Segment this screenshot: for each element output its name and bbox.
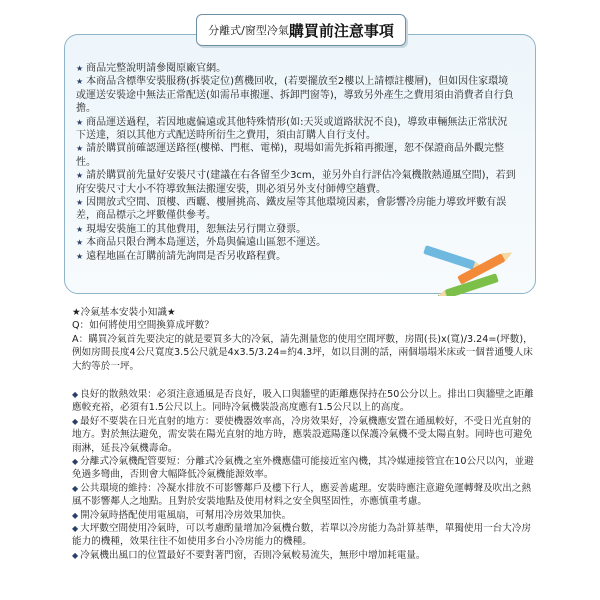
list-item: ★ 因開放式空間、頂樓、西曬、樓層挑高、鐵皮屋等其他環境因素，會影響冷房能力導致坪數有誤差，商品標示之坪數僅供參考。	[76, 197, 507, 222]
list-item: ◆ 公共環境的維持：冷凝水排放不可影響鄰戶及樓下行人，應妥善處理。安裝時應注意避免運轉聲及吹出之熱風不影響鄰人之地點。且對於安裝地點及使用材料之安全與堅固性，亦應慎重考慮。	[72, 482, 532, 508]
knowledge-heading: ★冷氣基本安裝小知識★	[72, 307, 176, 318]
diamond-icon: ◆	[72, 416, 79, 426]
list-item: ★ 商品運送過程，若因地處偏遠或其他特殊情形(如:天災或道路狀況不良)，導致車輛無法正常狀況下送達，須以其他方式配送時所衍生之費用，須由訂購人自行支付。	[76, 116, 508, 142]
diamond-icon: ◆	[72, 510, 79, 520]
crayons-icon	[412, 232, 522, 296]
knowledge-answer: A：購買冷氣首先要決定的就是要買多大的冷氣，請先測量您的使用空間坪數，房間(長)x(寬)/3.24=(坪數)，例如房間長度4公尺寬度3.5公尺就是4x3.5/3.24=約4.3坪，如以目測的話，兩個塌塌米床或一個普通雙人床大約等於一坪。	[72, 333, 533, 372]
title-prefix: 分離式/窗型冷氣	[208, 24, 289, 37]
list-item: ★ 商品完整說明請參閱原廠官網。	[76, 63, 227, 74]
knowledge-question: Q：如何將使用空間換算成坪數？	[72, 320, 214, 332]
star-icon: ★	[76, 77, 84, 87]
star-icon: ★	[76, 198, 84, 208]
star-icon: ★	[76, 64, 84, 73]
list-item: ◆ 開冷氣時搭配使用電風扇，可幫用冷房效果加快。	[72, 509, 292, 521]
list-item: ★ 請於購買前先量好安裝尺寸(建議在右各留至少3cm，並另外自行評估冷氣機散熱通風空間)，若到府安裝尺寸大小不符導致無法搬運安裝，則必須另外支付師傅空趟費。	[76, 170, 516, 195]
star-icon: ★	[76, 117, 84, 127]
star-icon: ★	[76, 238, 84, 248]
star-icon: ★	[76, 251, 84, 261]
list-item: ◆ 最好不要裝在日光直射的地方：要使機器效率高，冷房效果好，冷氣機應安置在通風較好，不受日光直射的地方。對於無法避免，需安裝在陽光直射的地方時，應裝設遮陽蓬以保護冷氣機不受太陽直射。同時也可避免雨淋，延長冷氣機壽命。	[72, 415, 533, 454]
diamond-icon: ◆	[72, 524, 79, 534]
list-item: ★ 遠程地區在訂購前請先詢問是否另收路程費。	[76, 250, 287, 262]
tips-section	[72, 388, 540, 562]
star-icon: ★	[76, 224, 84, 234]
list-item: ◆ 良好的散熱效果：必須注意通風是否良好，吸入口與牆壁的距離應保持在50公分以上。排出口與牆壁之距離應較充裕，必須有1.5公尺以上。同時冷氣機裝設高度應有1.5公尺以上的高度。	[72, 389, 534, 414]
list-item: ◆ 大坪數空間使用冷氣時，可以考慮酌量增加冷氣機台數，若單以冷房能力為計算基準，單獨使用一台大冷房能力的機種，效果往往不如使用多台小冷房能力的機種。	[72, 523, 532, 548]
star-icon: ★	[76, 144, 84, 154]
diamond-icon: ◆	[72, 483, 79, 493]
knowledge-section	[72, 306, 540, 373]
star-icon: ★	[76, 171, 84, 181]
list-item: ★ 本商品只限台灣本島運送，外島與偏遠山區恕不運送。	[76, 237, 327, 249]
page-title	[196, 14, 406, 46]
title-main: 購買前注意事項	[288, 21, 394, 40]
diamond-icon: ◆	[72, 390, 79, 399]
list-item: ★ 本商品含標準安裝服務(拆裝定位)舊機回收，(若要擺放至2樓以上請標註樓層)，但如因住家環境或運送安裝途中無法正常配送(如需吊車搬運、拆卸門窗等)，導致另外產生之費用須由消費者自行負擔。	[76, 76, 514, 115]
list-item: ◆ 冷氣機出風口的位置最好不要對著門窗，否則冷氣較易流失，無形中增加耗電量。	[72, 549, 426, 561]
list-item: ◆ 分離式冷氣機配管要短：分離式冷氣機之室外機應儘可能接近室內機，其冷媒連接管宜在10公尺以內，並避免過多彎曲，否則會大幅降低冷氣機能源效率。	[72, 456, 534, 481]
list-item: ★ 請於購買前確認運送路徑(樓梯、門框、電梯)，現場如需先拆箱再搬運，恕不保證商品外觀完整性。	[76, 143, 504, 168]
list-item: ★ 現場安裝施工的其他費用，恕無法另行開立發票。	[76, 223, 307, 235]
diamond-icon: ◆	[72, 457, 79, 467]
diamond-icon: ◆	[72, 550, 79, 560]
